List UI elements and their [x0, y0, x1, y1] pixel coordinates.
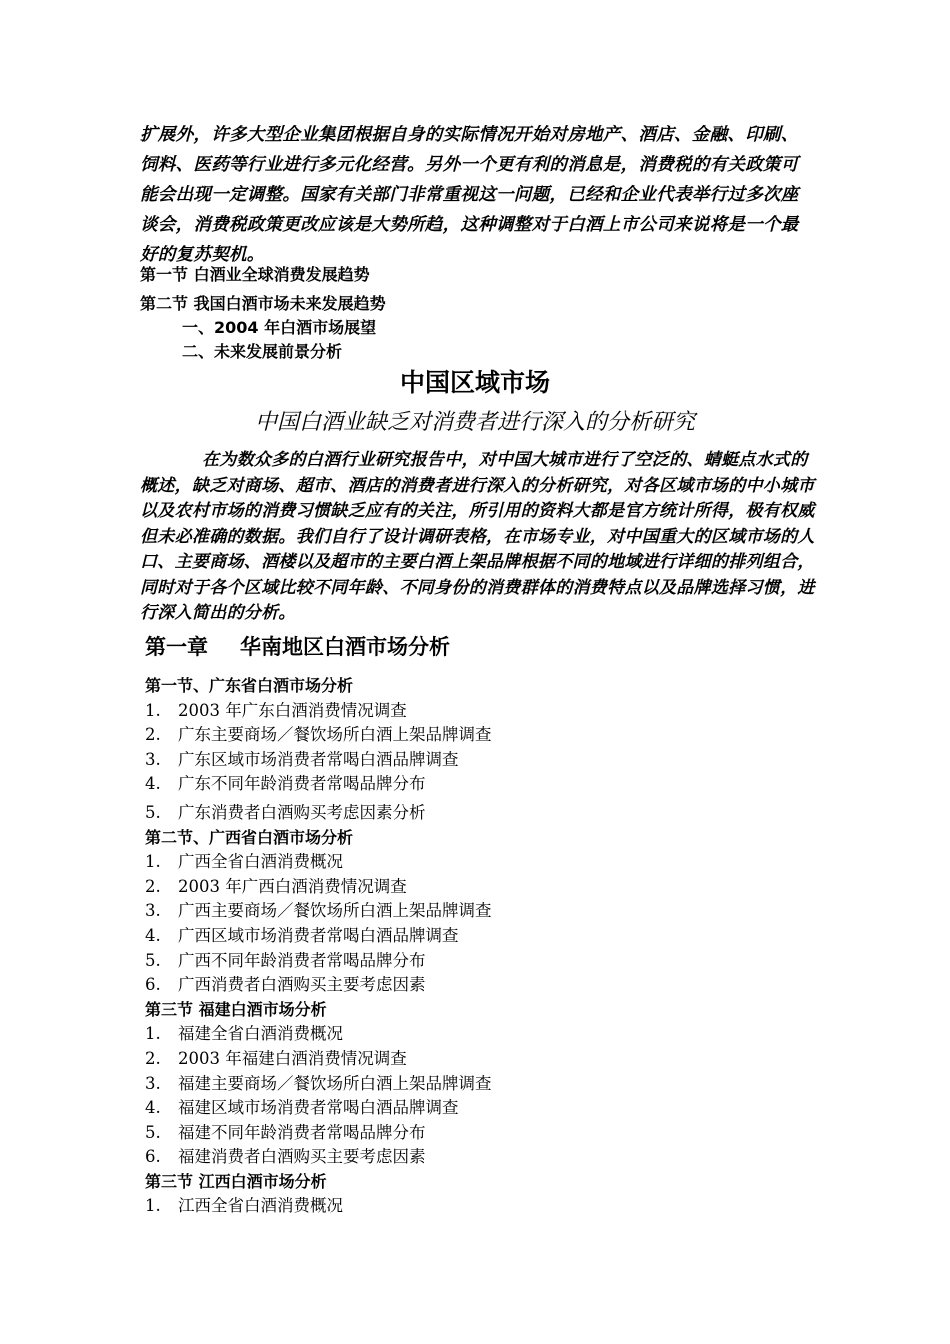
item-text: 广东区域市场消费者常喝白酒品牌调查 — [178, 749, 459, 769]
item-text: 2003 年广东白酒消费情况调查 — [178, 700, 407, 720]
item-text: 福建消费者白酒购买主要考虑因素 — [178, 1147, 426, 1167]
item-text: 广西全省白酒消费概况 — [178, 852, 343, 872]
description-text: 在为数众多的白酒行业研究报告中，对中国大城市进行了空泛的、蜻蜓点水式的概述，缺乏对商场、超市、酒店的消费者进行深入的分析研究，对各区域市场的中小城市以及农村市场的消费习惯缺乏应有的关注，所引用的资料大都是官方统计所得，极有权威但未必准确的数据。我们自行了设计调研表格，在市场专业，对中国重大的区域市场的人口、主要商场、酒楼以及超市的主要白酒上架品牌根据不同的地域进行详细的排列组合，同时对于各个区域比较不同年龄、不同身份的消费群体的消费特点以及品牌选择习惯，进行深入简出的分析。 — [140, 450, 815, 623]
item-text: 江西全省白酒消费概况 — [178, 1196, 343, 1216]
item-number: 5. — [145, 802, 161, 822]
prior-section-2-sub-2: 二、未来发展前景分析 — [182, 342, 343, 361]
item-text: 福建全省白酒消费概况 — [178, 1024, 343, 1044]
description-paragraph — [140, 448, 815, 627]
item-number: 4. — [145, 774, 161, 794]
item-text: 福建不同年龄消费者常喝品牌分布 — [178, 1122, 426, 1142]
main-title: 中国区域市场 — [399, 368, 550, 397]
list-item — [145, 924, 825, 949]
subtitle: 中国白酒业缺乏对消费者进行深入的分析研究 — [254, 410, 695, 435]
item-text: 广西主要商场／餐饮场所白酒上架品牌调查 — [178, 901, 492, 921]
list-item — [145, 1096, 825, 1121]
item-number: 2. — [145, 1048, 161, 1068]
table-of-contents — [145, 674, 825, 1219]
list-item — [145, 1047, 825, 1072]
list-item — [145, 973, 825, 998]
list-item — [145, 1022, 825, 1047]
item-number: 6. — [145, 975, 161, 995]
list-item — [145, 1194, 825, 1219]
list-item — [145, 699, 825, 724]
section-title: 第二节、广西省白酒市场分析 — [145, 827, 354, 847]
item-number: 3. — [145, 901, 161, 921]
item-text: 福建主要商场／餐饮场所白酒上架品牌调查 — [178, 1073, 492, 1093]
item-text: 广东不同年龄消费者常喝品牌分布 — [178, 774, 426, 794]
item-number: 3. — [145, 1073, 161, 1093]
list-item — [145, 723, 825, 748]
item-text: 2003 年广西白酒消费情况调查 — [178, 876, 407, 896]
section-title: 第三节 福建白酒市场分析 — [145, 999, 327, 1019]
item-text: 2003 年福建白酒消费情况调查 — [178, 1048, 407, 1068]
prior-section-2: 第二节 我国白酒市场未来发展趋势 — [140, 294, 386, 313]
list-item — [145, 899, 825, 924]
item-text: 广西消费者白酒购买主要考虑因素 — [178, 975, 426, 995]
item-number: 1. — [145, 700, 161, 720]
list-item — [145, 772, 825, 797]
intro-paragraph: 扩展外，许多大型企业集团根据自身的实际情况开始对房地产、酒店、金融、印刷、饲料、医药等行业进行多元化经营。另外一个更有利的消息是，消费税的有关政策可能会出现一定调整。国家有关部门非常重视这一问题，已经和企业代表举行过多次座谈会，消费税政策更改应该是大势所趋，这种调整对于白酒上市公司来说将是一个最好的复苏契机。 — [140, 125, 799, 265]
item-number: 6. — [145, 1147, 161, 1167]
list-item — [145, 1072, 825, 1097]
chapter-label: 第一章 — [145, 635, 208, 659]
list-item — [145, 850, 825, 875]
item-text: 广东主要商场／餐饮场所白酒上架品牌调查 — [178, 725, 492, 745]
item-text: 广西不同年龄消费者常喝品牌分布 — [178, 950, 426, 970]
item-number: 1. — [145, 1196, 161, 1216]
item-text: 广东消费者白酒购买考虑因素分析 — [178, 802, 426, 822]
item-number: 4. — [145, 1098, 161, 1118]
list-item — [145, 748, 825, 773]
chapter-title: 华南地区白酒市场分析 — [240, 635, 450, 659]
list-item — [145, 1145, 825, 1170]
item-number: 1. — [145, 1024, 161, 1044]
section-title: 第一节、广东省白酒市场分析 — [145, 676, 354, 695]
item-text: 广西区域市场消费者常喝白酒品牌调查 — [178, 925, 459, 945]
item-number: 4. — [145, 925, 161, 945]
item-number: 2. — [145, 725, 161, 745]
item-text: 福建区域市场消费者常喝白酒品牌调查 — [178, 1098, 459, 1118]
chapter-heading — [145, 632, 450, 662]
section-title: 第三节 江西白酒市场分析 — [145, 1171, 327, 1191]
prior-section-2-sub-1: 一、2004 年白酒市场展望 — [182, 318, 377, 337]
list-item — [145, 801, 825, 826]
list-item — [145, 949, 825, 974]
item-number: 3. — [145, 749, 161, 769]
item-number: 5. — [145, 950, 161, 970]
list-item — [145, 1121, 825, 1146]
list-item — [145, 875, 825, 900]
item-number: 2. — [145, 876, 161, 896]
item-number: 5. — [145, 1122, 161, 1142]
item-number: 1. — [145, 852, 161, 872]
prior-section-1: 第一节 白酒业全球消费发展趋势 — [140, 265, 370, 284]
